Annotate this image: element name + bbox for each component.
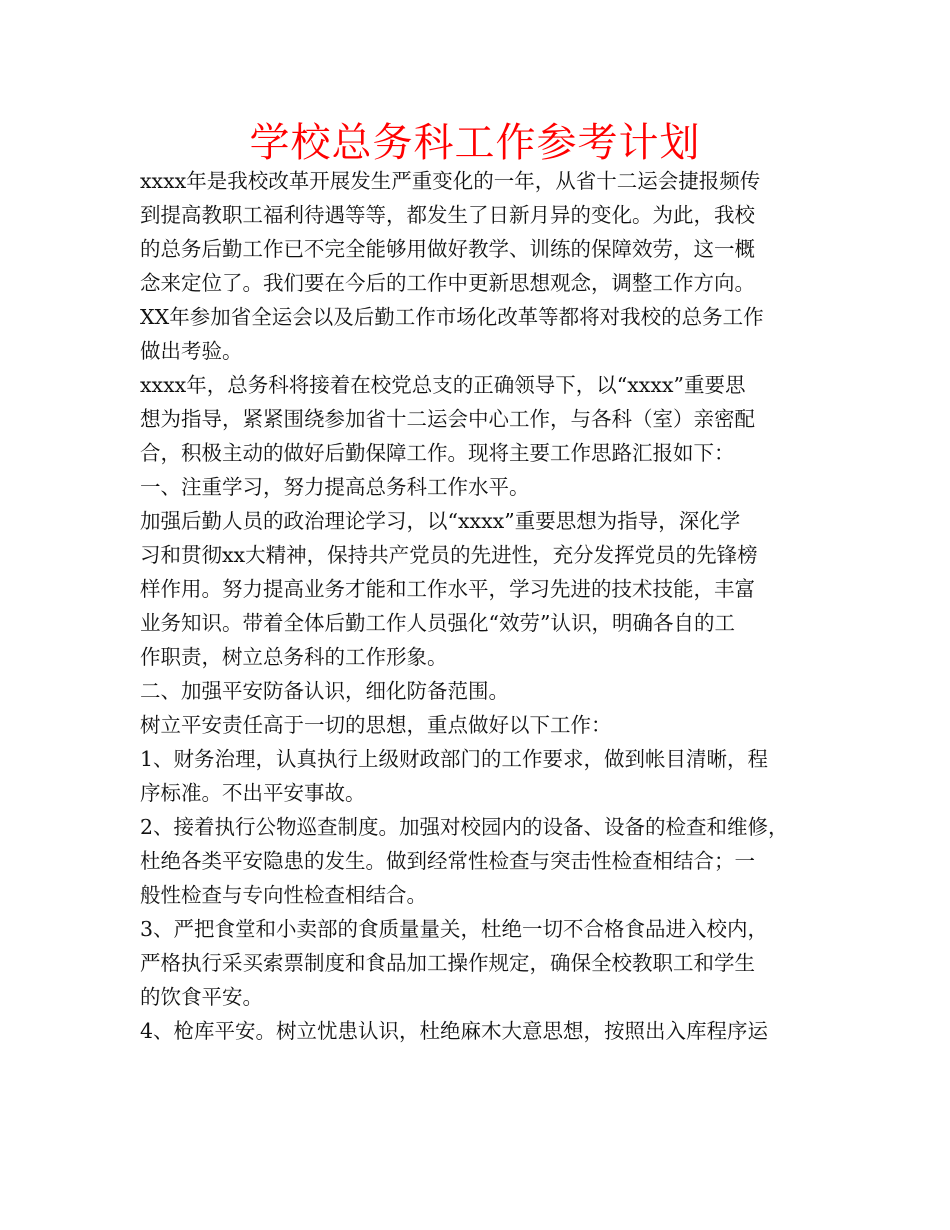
text-line: 4、枪库平安。树立忧患认识，杜绝麻木大意思想，按照出入库程序运 xyxy=(140,1019,769,1043)
text-line: 加强后勤人员的政治理论学习，以“xxxx”重要思想为指导，深化学 xyxy=(140,509,741,533)
text-line: 做出考验。 xyxy=(140,339,243,363)
text-line: 样作用。努力提高业务才能和工作水平，学习先进的技术技能，丰富 xyxy=(140,577,755,601)
document-title: 学校总务科工作参考计划 xyxy=(249,120,701,166)
text-line: XX年参加省全运会以及后勤工作市场化改革等都将对我校的总务工作 xyxy=(140,305,764,329)
text-line: 合，积极主动的做好后勤保障工作。现将主要工作思路汇报如下： xyxy=(140,441,735,465)
text-line: 习和贯彻xx大精神，保持共产党员的先进性，充分发挥党员的先锋榜 xyxy=(140,543,758,567)
text-line: 树立平安责任高于一切的思想，重点做好以下工作： xyxy=(140,713,612,737)
text-line: 般性检查与专向性检查相结合。 xyxy=(140,883,427,907)
document-body xyxy=(140,164,820,1048)
text-line: 严格执行采买索票制度和食品加工操作规定，确保全校教职工和学生 xyxy=(140,951,755,975)
text-line: 一、注重学习，努力提高总务科工作水平。 xyxy=(140,475,530,499)
text-line: 念来定位了。我们要在今后的工作中更新思想观念，调整工作方向。 xyxy=(140,271,755,295)
text-line: 作职责，树立总务科的工作形象。 xyxy=(140,645,448,669)
text-line: 业务知识。带着全体后勤工作人员强化“效劳”认识，明确各自的工 xyxy=(140,611,735,635)
text-line: 的总务后勤工作已不完全能够用做好教学、训练的保障效劳，这一概 xyxy=(140,237,755,261)
text-line: xxxx年是我校改革开展发生严重变化的一年，从省十二运会捷报频传 xyxy=(140,169,761,193)
text-line: 杜绝各类平安隐患的发生。做到经常性检查与突击性检查相结合；一 xyxy=(140,849,755,873)
text-line: 二、加强平安防备认识，细化防备范围。 xyxy=(140,679,509,703)
text-line: 序标准。不出平安事故。 xyxy=(140,781,366,805)
text-line: xxxx年，总务科将接着在校党总支的正确领导下，以“xxxx”重要思 xyxy=(140,373,746,397)
text-line: 想为指导，紧紧围绕参加省十二运会中心工作，与各科（室）亲密配 xyxy=(140,407,755,431)
text-line: 的饮食平安。 xyxy=(140,985,263,1009)
text-line: 1、财务治理，认真执行上级财政部门的工作要求，做到帐目清晰，程 xyxy=(140,747,769,771)
text-line: 3、严把食堂和小卖部的食质量量关，杜绝一切不合格食品进入校内， xyxy=(140,917,769,941)
text-line: 到提高教职工福利待遇等等，都发生了日新月异的变化。为此，我校 xyxy=(140,203,755,227)
text-line: 2、接着执行公物巡查制度。加强对校园内的设备、设备的检查和维修， xyxy=(140,815,789,839)
